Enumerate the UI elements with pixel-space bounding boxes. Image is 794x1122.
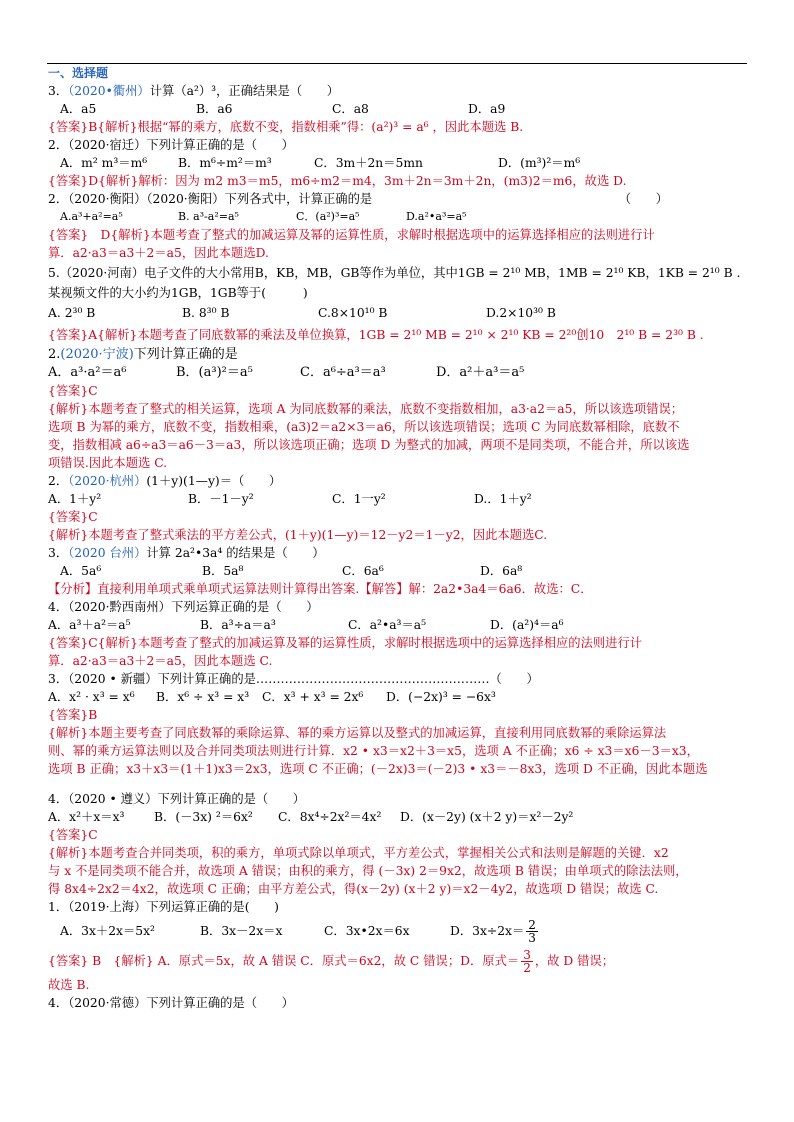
option-c: C．a²•a³＝a⁵ [348,618,427,632]
option-a: A．3x＋2x＝5x² [60,924,155,938]
option-c: C．3m＋2n＝5mn [314,156,423,170]
question-stem: 下列计算正确的是（ ） [146,138,294,152]
explanation-10-1: {解析}本题考查合并同类项，积的乘方，单项式除以单项式，平方差公式，掌握相关公式和法则是解题的关键．x2 [48,846,669,860]
explanation-5-2: 选项 B 为幂的乘方，底数不变，指数相乘，(a3)2＝a2×3＝a6，所以该选项错误；选项 C 为同底数幂相除，底数不 [48,420,680,434]
answer-5: {答案}C [48,384,98,398]
question-stem: 计算（a²）³，正确结果是（ ） [149,84,340,98]
question-7 [48,544,748,562]
option-b: B．x⁶ ÷ x³ = x³ [156,690,250,704]
option-d: D.2×10³⁰ B [486,306,556,320]
option-c: C．3x•2x＝6x [324,924,410,938]
fraction-numerator: 2 [528,917,536,932]
explanation-10-3: 得 8x4÷2x2＝4x2，故选项 C 正确；由平方差公式，得(x－2y) (x＋2 y)＝x2－4y2，故选项 D 错误；故选 C. [48,882,659,896]
options-1 [48,100,748,118]
answer-blank: （ ） [618,192,668,206]
question-source: （2020·宿迁） [68,138,147,152]
answer-1: {答案}B{解析}根据“幂的乘方，底数不变，指数相乘”得：(a²)³ = a⁶ ，因此本题选 B. [48,120,524,134]
option-b: B．3x－2x＝x [200,924,283,938]
answer-fraction [521,949,533,974]
option-d: D．6a⁸ [480,564,523,578]
option-a: A．x² · x³ = x⁶ [48,690,135,704]
question-source: （2020·黔西南州） [68,600,171,614]
question-number: 4． [48,996,69,1010]
question-source: （2020 台州） [68,546,147,560]
explanation-10-2: 与 x 不是同类项不能合并，故选项 A 错误；由积的乘方，得 (－3x) 2＝9x2，故选项 B 错误；由单项式的除法法则， [48,864,688,878]
option-b: B．－1－y² [188,492,254,506]
question-4-stem-2: 某视频文件的大小约为1GB，1GB等于( ) [48,286,308,300]
options-9 [48,688,748,706]
question-source: （2020•衢州） [68,84,150,98]
question-9 [48,670,748,688]
question-number: 2. [48,347,61,362]
question-2 [48,136,748,154]
explanation-9-1: {解析}本题主要考查了同底数幂的乘除运算、幂的乘方运算以及整式的加减运算，直接利用同底数幂的乘除运算法 [48,726,667,740]
fraction [526,919,538,944]
question-3 [48,190,748,208]
option-b: B．5a⁸ [202,564,244,578]
question-number: 3． [48,84,69,98]
option-c: C．(a²)³=a⁵ [296,210,360,223]
question-4-stem-1: 5.（2020·河南）电子文件的大小常用B，KB，MB，GB等作为单位，其中1GB = 2¹⁰ MB，1MB = 2¹⁰ KB，1KB = 2¹⁰ B . [48,266,741,280]
answer-text-end: ，故 D 错误； [534,954,615,968]
explanation-5-1: {解析}本题考查了整式的相关运算，选项 A 为同底数幂的乘法，底数不变指数相加，a3·a2＝a5，所以该选项错误； [48,402,684,416]
question-source: （2019·上海） [68,900,147,914]
question-6 [48,472,748,490]
question-number: 2． [48,474,69,488]
document-page [48,64,748,1012]
answer-11 [48,946,748,976]
question-number: 2． [48,138,69,152]
section-title: 一、选择题 [48,66,109,80]
option-a: A．a³·a²＝a⁶ [48,365,127,380]
answer-7: 【分析】直接利用单项式乘单项式运算法则计算得出答案.【解答】解：2a2•3a4＝6a6．故选：C． [48,582,593,596]
option-b: B. a³-a²=a⁵ [178,210,239,223]
answer-2: {答案}D{解析}解析：因为 m2 m3＝m5，m6÷m2＝m4，3m＋2n＝3m＋2n，(m3)2＝m6，故选 D. [48,174,627,188]
option-a: A．a³＋a²＝a⁵ [48,618,131,632]
question-number: 4． [48,792,69,806]
answer-8b: 算．a2·a3＝a3＋2＝a5，因此本题选 C. [48,654,273,668]
option-b: B．a6 [196,102,233,116]
question-stem: 下列各式中，计算正确的是 [224,192,373,206]
question-source: （2020 • 遵义） [68,792,158,806]
answer-8a: {答案}C{解析}本题考查了整式的加减运算及幂的运算性质，求解时根据选项中的运算选择相应的法则进行计 [48,636,643,650]
options-3 [48,208,748,226]
options-11 [48,916,748,946]
question-source: (2020·宁波) [60,347,134,362]
option-c: C．1一y² [332,492,386,506]
question-source: （2020·衡阳）（2020·衡阳） [68,192,225,206]
option-c: C．a⁶÷a³＝a³ [300,365,386,380]
question-stem: 下列计算正确的是 [133,347,238,362]
option-a: A．m² m³＝m⁶ [60,156,148,170]
question-stem: 下列运算正确的是（ ） [170,600,319,614]
option-c: C．a8 [332,102,369,116]
answer-6: {答案}C [48,510,98,524]
question-stem: 下列计算正确的是（ ） [146,996,294,1010]
question-source: （2020·杭州） [68,474,147,488]
explanation-5-3: 变，指数相减 a6÷a3＝a6－3＝a3，所以该选项正确；选项 D 为整式的加减，两项不是同类项，不能合并，所以该选 [48,438,690,452]
option-a: A. 2³⁰ B [48,306,96,320]
option-d: D．a²＋a³＝a⁵ [436,365,525,380]
options-6 [48,490,748,508]
option-c: C．8x⁴÷2x²＝4x² [278,810,382,824]
question-stem: 下列计算正确的是…………………………………………………（ ） [157,672,539,686]
option-b: B．(－3x) ²＝6x² [154,810,253,824]
option-b: B．(a³)²＝a⁵ [176,365,253,380]
question-number: 1． [48,900,69,914]
option-b: B. 8³⁰ B [182,306,230,320]
answer-11b: 故选 B. [48,978,90,992]
option-a: A．5a⁶ [60,564,102,578]
option-c: C.8×10¹⁰ B [318,306,388,320]
option-d: D．a9 [468,102,506,116]
answer-3b: 算．a2·a3＝a3＋2＝a5，因此本题选D. [48,246,269,260]
question-12 [48,994,748,1012]
answer-text: {答案} B {解析} A．原式＝5x，故 A 错误 C．原式＝6x2，故 C 错误；D．原式＝ [48,954,520,968]
explanation-9-3: 选项 B 正确；x3＋x3＝(1＋1)x3＝2x3，选项 C 不正确；(－2x)3＝(－2)3 • x3＝－8x3，选项 D 不正确，因此本题选 [48,762,708,776]
answer-10: {答案}C [48,828,98,842]
fraction-denominator: 2 [523,960,531,975]
question-source: （2020·常德） [68,996,147,1010]
explanation-5-4: 项错误.因此本题选 C. [48,456,168,470]
option-c: C．6a⁶ [342,564,384,578]
options-2 [48,154,748,172]
question-8 [48,598,748,616]
option-d-text: D．3x÷2x＝ [450,924,525,938]
question-stem: 下列运算正确的是( ) [146,900,279,914]
option-b: B．m⁶÷m²＝m³ [178,156,272,170]
question-10 [48,790,748,808]
question-stem: 下列计算正确的是（ ） [157,792,306,806]
question-stem: 计算 2a²•3a⁴ 的结果是（ ） [146,546,325,560]
question-1 [48,82,748,100]
options-4 [48,302,748,324]
fraction-denominator: 3 [528,930,536,945]
question-number: 3． [48,546,69,560]
option-d: D．(a²)⁴＝a⁶ [490,618,564,632]
option-a: A．a5 [60,102,97,116]
option-d: D.a²•a³=a⁵ [406,210,467,223]
question-number: 4． [48,600,69,614]
options-7 [48,562,748,580]
option-a: A．1＋y² [48,492,102,506]
option-d [450,916,538,946]
explanation-6: {解析}本题考查了整式乘法的平方差公式，(1＋y)(1—y)＝12－y2＝1－y2，因此本题选C. [48,528,548,542]
question-number: 2． [48,192,69,206]
option-d: D．(m³)²＝m⁶ [498,156,581,170]
option-a: A．x²＋x＝x³ [48,810,125,824]
option-b: B．a³÷a＝a³ [200,618,276,632]
question-number: 3． [48,672,69,686]
option-a: A.a³+a²=a⁵ [60,210,123,223]
answer-9: {答案}B [48,708,98,722]
option-c: C．x³ + x³ = 2x⁶ [262,690,364,704]
options-8 [48,616,748,634]
fraction-numerator: 3 [523,947,531,962]
question-11 [48,898,748,916]
question-stem: (1＋y)(1—y)＝（ ） [146,474,282,488]
answer-3a: {答案} D{解析}本题考查了整式的加减运算及幂的运算性质，求解时根据选项中的运算选择相应的法则进行计 [48,228,655,242]
options-10 [48,808,748,826]
option-d: D.．1＋y² [474,492,532,506]
options-5 [48,364,748,382]
question-5 [48,346,748,364]
option-d: D．(x－2y) (x＋2 y)＝x²－2y² [400,810,574,824]
option-d: D．(−2x)³ = −6x³ [386,690,496,704]
answer-4: {答案}A{解析}本题考查了同底数幂的乘法及单位换算，1GB = 2¹⁰ MB = 2¹⁰ × 2¹⁰ KB = 2²⁰创10 2¹⁰ B = 2³⁰ B . [48,328,704,342]
question-source: （2020 • 新疆） [68,672,158,686]
explanation-9-2: 则、幂的乘方运算法则以及合并同类项法则进行计算．x2 • x3＝x2＋3＝x5，选项 A 不正确；x6 ÷ x3＝x6－3＝x3， [48,744,699,758]
